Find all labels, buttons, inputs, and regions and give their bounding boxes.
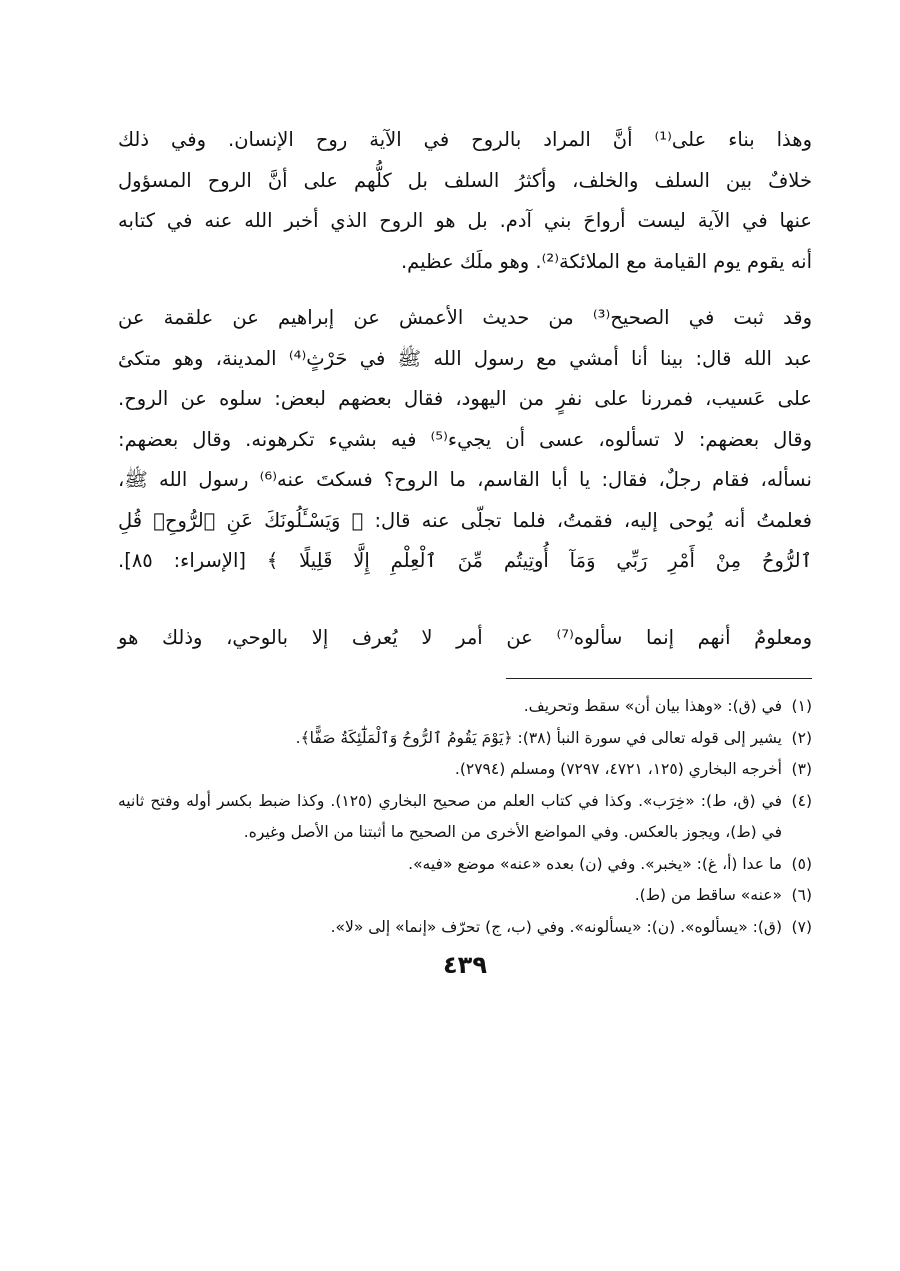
footnote-text: يشير إلى قوله تعالى في سورة النبأ (٣٨): ﴿يَوْمَ يَقُومُ ٱلرُّوحُ وَٱلْمَلَٰٓئِكَةُ صَفًّا﴾. — [295, 728, 782, 747]
footnote-6 — [118, 880, 812, 912]
footnote-number: (٤) — [791, 791, 812, 810]
text-line: أنه يقوم يوم القيامة مع الملائكة⁽²⁾. وهو ملَك عظيم. — [400, 249, 812, 273]
text-line: على عَسيب، فمررنا على نفرٍ من اليهود، فقال بعضهم لبعض: سلوه عن الروح. — [118, 387, 812, 410]
footnote-2 — [118, 723, 812, 755]
footnote-3 — [118, 754, 812, 786]
paragraph-1 — [118, 120, 812, 282]
footnote-text: (ق): «يسألوه». (ن): «يسألونه». وفي (ب، ج) تحرّف «إنما» إلى «لا». — [330, 917, 782, 936]
footnote-number: (٣) — [791, 760, 812, 778]
text-line: وهذا بناء على⁽¹⁾ أنَّ المراد بالروح في الآية روح الإنسان. وفي ذلك — [118, 128, 812, 151]
footnote-text: ما عدا (أ، غ): «يخبر». وفي (ن) بعده «عنه» موضع «فيه». — [408, 854, 782, 873]
page-content — [118, 120, 812, 985]
footnote-text: في (ق): «وهذا بيان أن» سقط وتحريف. — [523, 697, 782, 715]
page-number: ٤٣٩ — [443, 951, 487, 979]
paragraph-3 — [118, 618, 812, 659]
footnote-7 — [118, 912, 812, 944]
footnotes — [118, 691, 812, 943]
quran-verse-line: فعلمتُ أنه يُوحى إليه، فقمتُ، فلما تجلّى عنه قال: ﴿ وَيَسْـَٔلُونَكَ عَنِ ٱلرُّوحِۖ قُلِ — [118, 508, 812, 532]
quran-verse-line: ٱلرُّوحُ مِنْ أَمْرِ رَبِّي وَمَآ أُوتِيتُم مِّنَ ٱلْعِلْمِ إِلَّا قَلِيلًا ﴾ [الإسراء: ٨٥]. — [118, 549, 812, 572]
footnote-divider — [506, 678, 812, 679]
paragraph-2 — [118, 298, 812, 582]
text-line: عنها في الآية ليست أرواحَ بني آدم. بل هو الروح الذي أخبر الله عنه في كتابه — [118, 209, 812, 232]
footnote-text: «عنه» ساقط من (ط). — [634, 886, 782, 904]
text-line: عبد الله قال: بينا أنا أمشي مع رسول الله ﷺ في حَرْثٍ⁽⁴⁾ المدينة، وهو متكئ — [118, 346, 812, 370]
text-line: خلافٌ بين السلف والخلف، وأكثرُ السلف بل كلُّهم على أنَّ الروح المسؤول — [118, 168, 812, 192]
footnote-number: (٦) — [791, 886, 812, 904]
text-line: وقد ثبت في الصحيح⁽³⁾ من حديث الأعمش عن إبراهيم عن علقمة عن — [118, 306, 812, 329]
text-line: نسأله، فقام رجلٌ، فقال: يا أبا القاسم، ما الروح؟ فسكتَ عنه⁽⁶⁾ رسول الله ﷺ، — [118, 468, 812, 491]
footnote-number: (٢) — [791, 728, 812, 747]
footnote-1 — [118, 691, 812, 723]
footnote-number: (٥) — [791, 854, 812, 873]
footnote-4 — [118, 786, 812, 849]
text-line: وقال بعضهم: لا تسألوه، عسى أن يجيء⁽⁵⁾ فيه بشيء تكرهونه. وقال بعضهم: — [118, 427, 812, 451]
footnote-number: (٧) — [791, 917, 812, 936]
footnote-number: (١) — [791, 697, 812, 715]
footnote-5 — [118, 849, 812, 881]
footnote-text: أخرجه البخاري (١٢٥، ٤٧٢١، ٧٢٩٧) ومسلم (٢٧٩٤). — [454, 760, 782, 778]
footnote-text: في (ق، ط): «خِرَب». وكذا في كتاب العلم من صحيح البخاري (١٢٥). وكذا ضبط بكسر أوله وفتح ثانيه في (ط)، ويجوز بالعكس. وفي المواضع الأخرى من الصحيح ما أثبتنا من الأصل وغيره. — [118, 791, 782, 841]
text-line: ومعلومٌ أنهم إنما سألوه⁽⁷⁾ عن أمر لا يُعرف إلا بالوحي، وذلك هو — [118, 625, 813, 649]
